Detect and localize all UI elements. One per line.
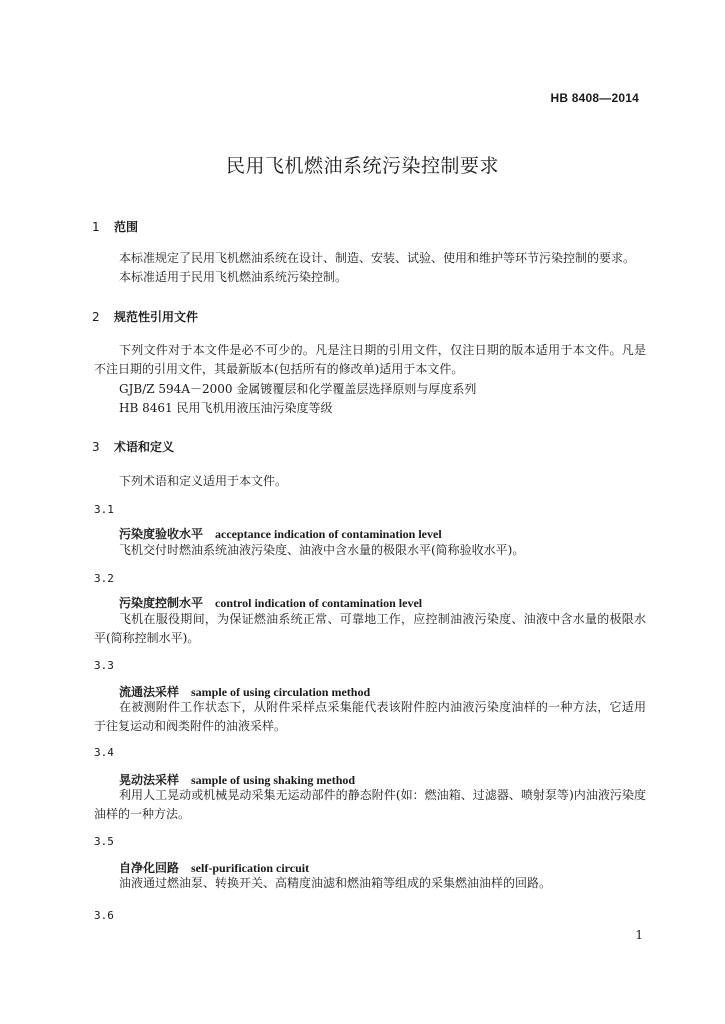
section-3-title: 术语和定义 <box>114 440 175 454</box>
section-1-heading <box>92 218 138 235</box>
section-1-paragraph-1: 本标准规定了民用飞机燃油系统在设计、制造、安装、试验、使用和维护等环节污染控制的要求。 <box>119 251 636 265</box>
term-en: control indication of contamination level <box>215 596 423 610</box>
section-2-intro: 下列文件对于本文件是必不可少的。凡是注日期的引用文件，仅注日期的版本适用于本文件。凡是不注日期的引用文件，其最新版本(包括所有的修改单)适用于本文件。 <box>94 343 646 376</box>
term-heading <box>119 594 422 611</box>
term-en: acceptance indication of contamination level <box>215 527 442 541</box>
term-en: sample of using shaking method <box>191 773 356 787</box>
term-number: 3.5 <box>94 835 114 848</box>
reference-item: HB 8461 民用飞机用液压油污染度等级 <box>119 401 333 415</box>
section-1-title: 范围 <box>114 220 139 234</box>
term-definition: 油液通过燃油泵、转换开关、高精度油滤和燃油箱等组成的采集燃油油样的回路。 <box>119 876 552 890</box>
section-1-paragraph-2: 本标准适用于民用飞机燃油系统污染控制。 <box>119 270 348 284</box>
term-definition: 在被测附件工作状态下，从附件采样点采集能代表该附件腔内油液污染度油样的一种方法，它适用于往复运动和阀类附件的油液采样。 <box>94 700 646 733</box>
term-number: 3.3 <box>94 659 114 672</box>
term-definition: 利用人工晃动或机械晃动采集无运动部件的静态附件(如：燃油箱、过滤器、喷射泵等)内油液污染度油样的一种方法。 <box>94 788 646 821</box>
term-definition: 飞机在服役期间，为保证燃油系统正常、可靠地工作，应控制油液污染度、油液中含水量的极限水平(简称控制水平)。 <box>94 612 646 645</box>
section-1-number: 1 <box>92 220 100 234</box>
term-zh: 污染度控制水平 <box>119 596 204 610</box>
term-heading <box>119 525 442 542</box>
section-3-number: 3 <box>92 440 100 454</box>
term-zh: 自净化回路 <box>119 861 180 875</box>
section-2-title: 规范性引用文件 <box>114 310 199 324</box>
term-en: sample of using circulation method <box>191 685 371 699</box>
term-zh: 晃动法采样 <box>119 773 180 787</box>
section-3-heading <box>92 438 174 455</box>
section-2-number: 2 <box>92 310 100 324</box>
term-zh: 污染度验收水平 <box>119 527 204 541</box>
term-number: 3.1 <box>94 503 114 516</box>
term-number: 3.4 <box>94 746 114 759</box>
section-2-heading <box>92 308 198 325</box>
section-3-intro: 下列术语和定义适用于本文件。 <box>119 474 288 488</box>
reference-item: GJB/Z 594A－2000 金属镀覆层和化学覆盖层选择原则与厚度系列 <box>119 382 477 396</box>
term-number: 3.6 <box>94 909 114 922</box>
term-en: self-purification circuit <box>191 861 310 875</box>
document-title: 民用飞机燃油系统污染控制要求 <box>225 155 499 177</box>
standard-number: HB 8408—2014 <box>550 91 639 105</box>
page-number: 1 <box>635 928 643 942</box>
term-number: 3.2 <box>94 572 114 585</box>
term-zh: 流通法采样 <box>119 685 180 699</box>
term-definition: 飞机交付时燃油系统油液污染度、油液中含水量的极限水平(简称验收水平)。 <box>119 543 525 557</box>
